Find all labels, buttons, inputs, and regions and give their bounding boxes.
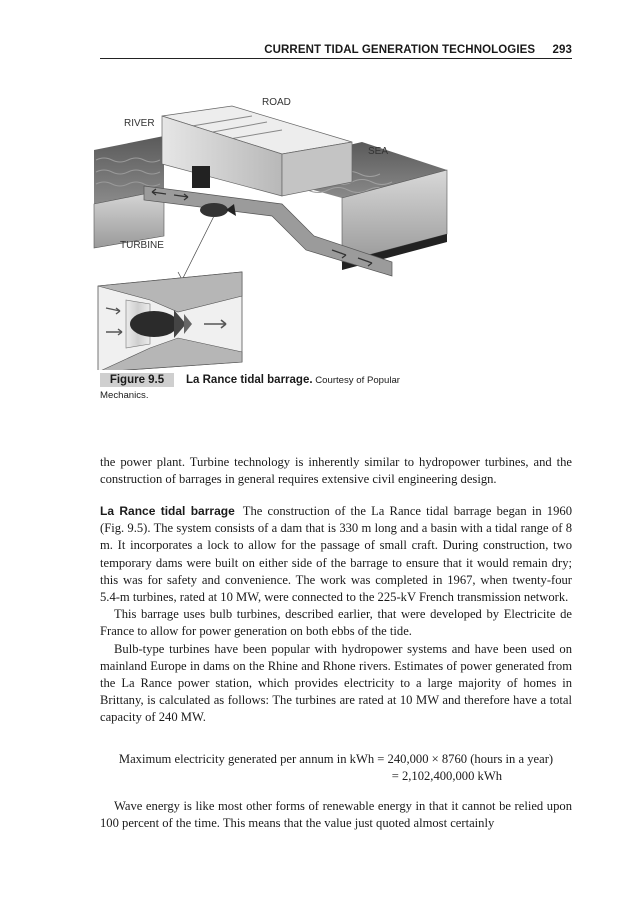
header-rule	[100, 58, 572, 59]
sea-label: SEA	[368, 146, 389, 157]
paragraph-0: the power plant. Turbine technology is inherently similar to hydropower turbines, and the construction of barrages in general requires extensive civil engineering design.	[100, 455, 572, 487]
paragraph-1-text: The construction of the La Rance tidal barrage began in 1960 (Fig. 9.5). The system consists of a dam that is 330 m long and a basin with a tidal range of 8 m. It incorporates a lock to allow for the passage of small craft. During construction, two temporary dams were built on either side of the barrage to ensure that it would remain dry; this was for safety and convenience. The work was completed in 1967, when twenty-four 5.4-m turbines, rated at 10 MW, were connected to the 225-kV French transmission network.	[100, 504, 572, 605]
paragraph-wave-energy	[100, 798, 572, 832]
section-heading: La Rance tidal barrage	[100, 504, 235, 518]
lock-opening	[192, 166, 210, 188]
running-head-title: CURRENT TIDAL GENERATION TECHNOLOGIES	[264, 44, 536, 56]
paragraph-continued	[100, 454, 572, 488]
figure-title: La Rance tidal barrage.	[186, 374, 313, 386]
turbine-bulb	[200, 203, 228, 217]
page-number: 293	[552, 44, 572, 56]
paragraph-3: Bulb-type turbines have been popular with hydropower systems and have been used on mainland Europe in dams on the Rhine and Rhone rivers. Estimates of power generated from the La Rance power station, which provides electricity to a large majority of homes in Brittany, is calculated as follows: The turbines are rated at 10 MW and therefore have a total capacity of 240 MW.	[100, 641, 572, 725]
barrage-illustration	[92, 86, 452, 370]
figure-caption	[100, 373, 440, 401]
figure-number: Figure 9.5	[100, 373, 174, 387]
running-head	[100, 44, 572, 56]
road-label: ROAD	[262, 97, 291, 108]
paragraph-4: Wave energy is like most other forms of renewable energy in that it cannot be relied upon 100 percent of the time. This means that the value just quoted almost certainly	[100, 799, 572, 831]
equation-line-2: = 2,102,400,000 kWh	[391, 769, 502, 784]
section-la-rance	[100, 503, 572, 727]
river-label: RIVER	[124, 118, 155, 129]
figure-credit-part2: Mechanics.	[100, 390, 149, 401]
figure-credit-part1: Courtesy of Popular	[315, 375, 401, 386]
turbine-inset	[98, 272, 242, 370]
equation-line-1: Maximum electricity generated per annum in kWh = 240,000 × 8760 (hours in a year)	[118, 752, 554, 766]
turbine-label: TURBINE	[120, 240, 164, 251]
equation-block	[100, 751, 572, 785]
paragraph-2: This barrage uses bulb turbines, described earlier, that were developed by Electricite de France to allow for power generation on both ebbs of the tide.	[100, 607, 572, 639]
paragraph-1	[100, 503, 572, 606]
barrage-figure	[92, 86, 452, 370]
